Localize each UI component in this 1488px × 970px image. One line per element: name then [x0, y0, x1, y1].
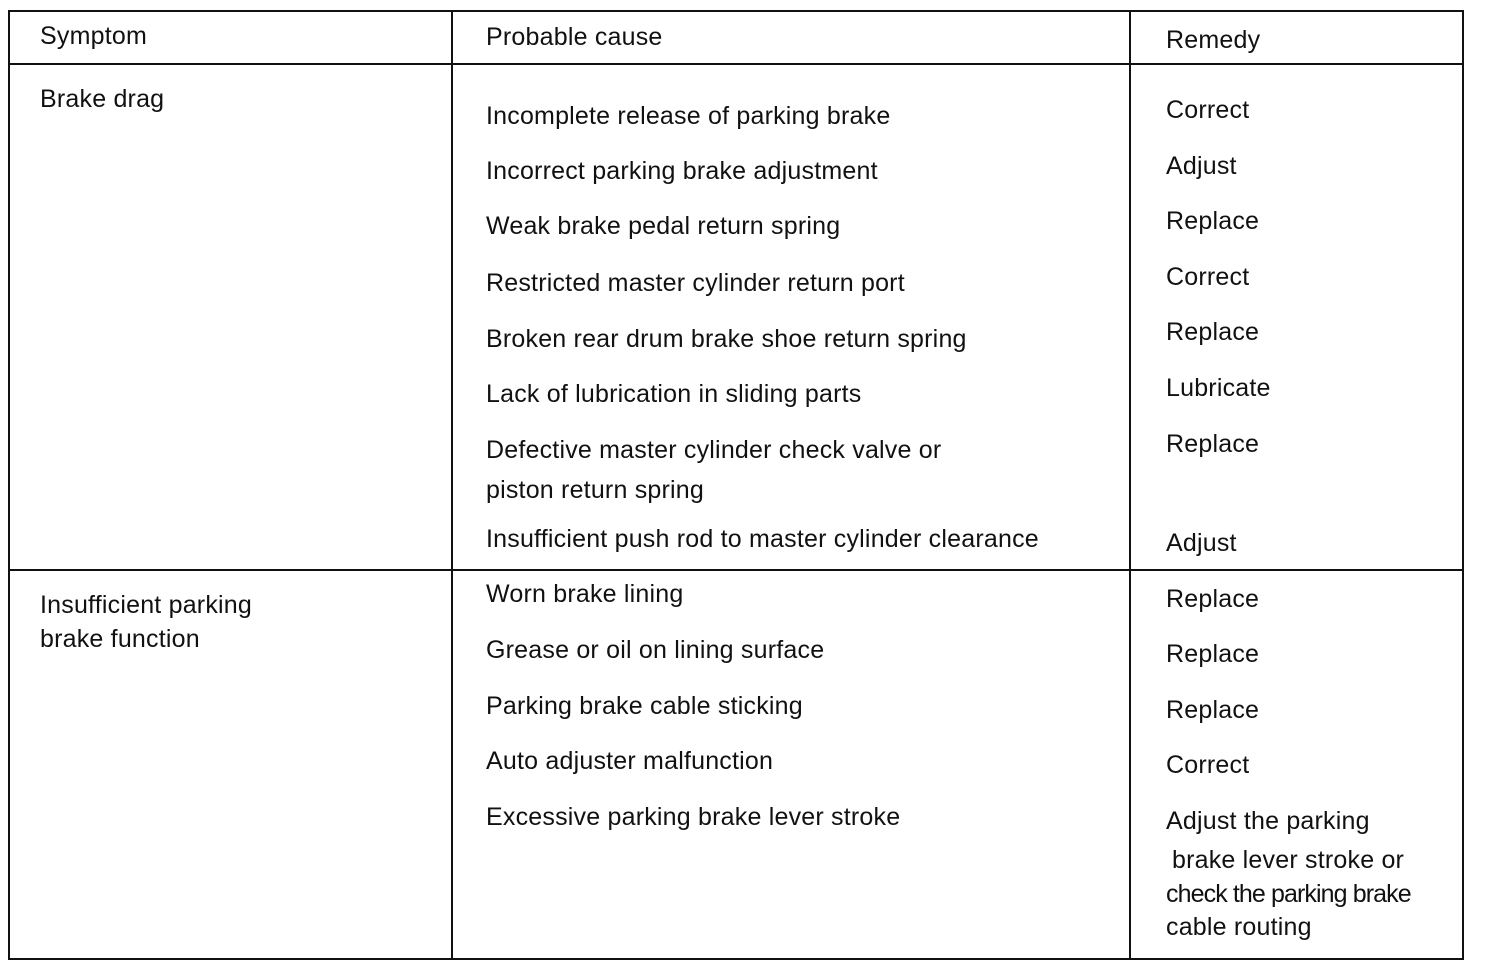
symptom-insufficient-parking: Insufficient parking: [40, 591, 252, 619]
remedy-cell: Correct: [1166, 263, 1250, 291]
cause-cell: Insufficient push rod to master cylinder clearance: [486, 525, 1039, 553]
cause-cell: Worn brake lining: [486, 580, 684, 608]
symptom-brake-drag: Brake drag: [40, 85, 165, 113]
cause-cell: Restricted master cylinder return port: [486, 269, 905, 297]
cause-cell: Broken rear drum brake shoe return spring: [486, 325, 967, 353]
remedy-cell: Replace: [1166, 430, 1260, 458]
remedy-cell: Replace: [1166, 318, 1260, 346]
cause-cell: Weak brake pedal return spring: [486, 212, 841, 240]
remedy-cell: Adjust: [1166, 529, 1237, 557]
column-divider-1: [451, 12, 453, 958]
header-divider: [10, 63, 1462, 65]
cause-cell: Excessive parking brake lever stroke: [486, 803, 901, 831]
group-divider: [10, 569, 1462, 571]
cause-cell: Lack of lubrication in sliding parts: [486, 380, 862, 408]
remedy-cell: Adjust: [1166, 152, 1237, 180]
remedy-cell: brake lever stroke or: [1172, 846, 1405, 874]
header-symptom: Symptom: [40, 22, 147, 50]
cause-cell: Grease or oil on lining surface: [486, 636, 825, 664]
remedy-cell: check the parking brake: [1166, 880, 1411, 908]
header-cause: Probable cause: [486, 23, 663, 51]
remedy-cell: Correct: [1166, 751, 1250, 779]
remedy-cell: Replace: [1166, 207, 1260, 235]
remedy-cell: Replace: [1166, 696, 1260, 724]
remedy-cell: Replace: [1166, 585, 1260, 613]
remedy-cell: Lubricate: [1166, 374, 1271, 402]
remedy-cell: Adjust the parking: [1166, 807, 1370, 835]
column-divider-2: [1129, 12, 1131, 958]
header-remedy: Remedy: [1166, 26, 1261, 54]
cause-cell: Parking brake cable sticking: [486, 692, 803, 720]
symptom-insufficient-parking: brake function: [40, 625, 200, 653]
cause-cell: Incorrect parking brake adjustment: [486, 157, 878, 185]
cause-cell: Incomplete release of parking brake: [486, 102, 891, 130]
cause-cell: Defective master cylinder check valve or: [486, 436, 942, 464]
remedy-cell: Replace: [1166, 640, 1260, 668]
cause-cell: piston return spring: [486, 476, 705, 504]
cause-cell: Auto adjuster malfunction: [486, 747, 774, 775]
remedy-cell: Correct: [1166, 96, 1250, 124]
troubleshooting-table: [8, 10, 1464, 960]
remedy-cell: cable routing: [1166, 913, 1312, 941]
